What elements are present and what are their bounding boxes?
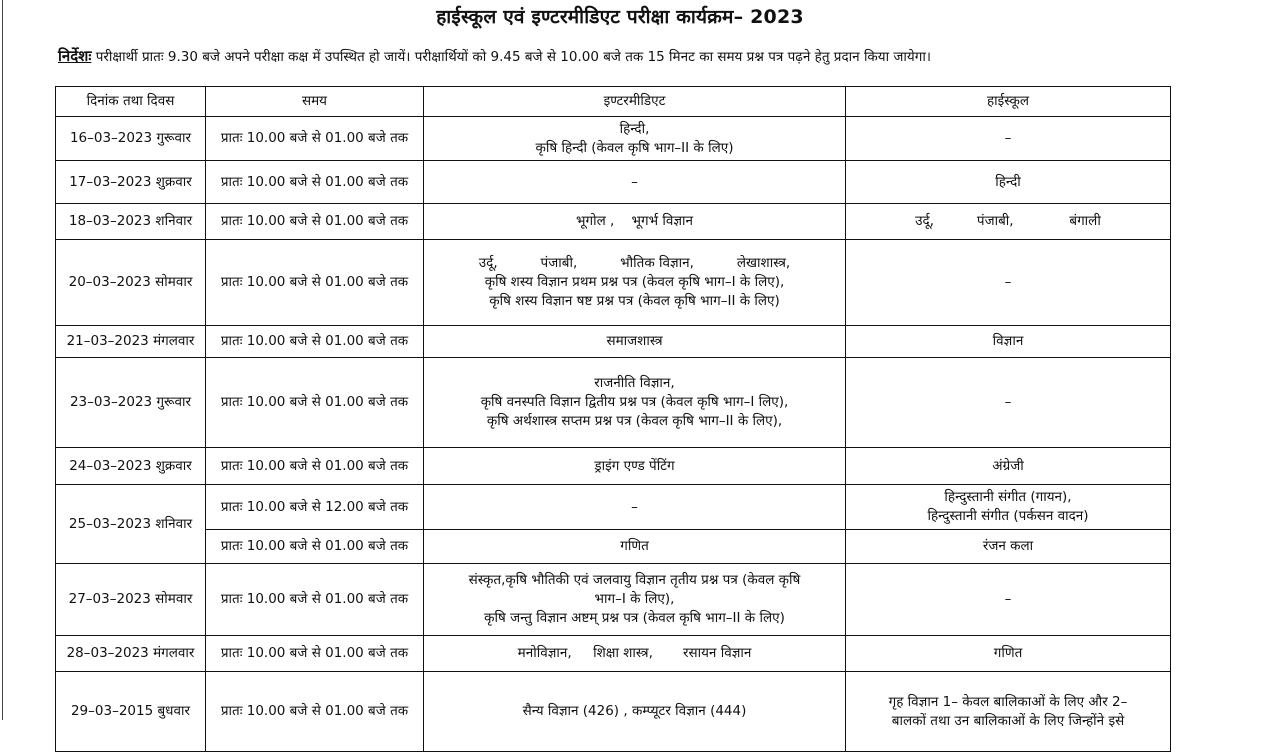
row-date: 28–03–2023 मंगलवार [56, 636, 206, 672]
row-time: प्रातः 10.00 बजे से 01.00 बजे तक [206, 672, 424, 752]
row-time: प्रातः 10.00 बजे से 01.00 बजे तक [206, 530, 424, 564]
instruction-lead: निर्देशः [58, 47, 92, 65]
row-intermediate: मनोविज्ञान, शिक्षा शास्त्र, रसायन विज्ञान [424, 636, 846, 672]
row-highschool: गणित [846, 636, 1171, 672]
row-highschool: विज्ञान [846, 326, 1171, 358]
row-date: 29–03–2015 बुधवार [56, 672, 206, 752]
row-highschool [846, 672, 1171, 752]
row-time: प्रातः 10.00 बजे से 01.00 बजे तक [206, 204, 424, 240]
row-highschool: अंग्रेजी [846, 448, 1171, 485]
row-highschool: – [846, 117, 1171, 161]
instruction-line [58, 46, 1258, 66]
subject-line: हिन्दुस्तानी संगीत (गायन), [944, 489, 1072, 506]
page-title: हाईस्कूल एवं इण्टरमीडिएट परीक्षा कार्यक्रम– 2023 [436, 6, 804, 28]
row-intermediate: समाजशास्त्र [424, 326, 846, 358]
table-row [56, 161, 1171, 204]
row-intermediate: ड्राइंग एण्ड पेंटिंग [424, 448, 846, 485]
table-row [56, 485, 1171, 530]
row-date: 25–03–2023 शनिवार [56, 485, 206, 564]
row-intermediate [424, 358, 846, 448]
row-highschool: उर्दू, पंजाबी, बंगाली [846, 204, 1171, 240]
exam-schedule-table [55, 86, 1171, 752]
subject-line: हिन्दी, [619, 120, 650, 137]
table-row [56, 672, 1171, 752]
table-row [56, 240, 1171, 326]
row-date: 24–03–2023 शुक्रवार [56, 448, 206, 485]
row-intermediate: भूगोल , भूगर्भ विज्ञान [424, 204, 846, 240]
subject-line: कृषि वनस्पति विज्ञान द्वितीय प्रश्न पत्र (केवल कृषि भाग–I लिए), [480, 394, 789, 411]
subject-line: कृषि अर्थशास्त्र सप्तम प्रश्न पत्र (केवल कृषि भाग–II के लिए), [486, 412, 783, 429]
row-date: 23–03–2023 गुरूवार [56, 358, 206, 448]
row-date: 18–03–2023 शनिवार [56, 204, 206, 240]
subject-line: राजनीति विज्ञान, [594, 375, 675, 392]
row-time: प्रातः 10.00 बजे से 01.00 बजे तक [206, 240, 424, 326]
table-row [56, 564, 1171, 636]
table-row [56, 326, 1171, 358]
table-row [56, 117, 1171, 161]
subject-line: कृषि शस्य विज्ञान षष्ट प्रश्न पत्र (केवल कृषि भाग–II के लिए) [489, 292, 780, 309]
page-left-border [2, 0, 3, 720]
row-time: प्रातः 10.00 बजे से 01.00 बजे तक [206, 161, 424, 204]
row-date: 17–03–2023 शुक्रवार [56, 161, 206, 204]
row-time: प्रातः 10.00 बजे से 01.00 बजे तक [206, 358, 424, 448]
row-date: 20–03–2023 सोमवार [56, 240, 206, 326]
subject-line: कृषि शस्य विज्ञान प्रथम प्रश्न पत्र (केवल कृषि भाग–I के लिए), [484, 274, 785, 291]
row-intermediate: गणित [424, 530, 846, 564]
instruction-text: परीक्षार्थी प्रातः 9.30 बजे अपने परीक्षा कक्ष में उपस्थित हो जायें। परीक्षार्थियों को 9.45 बजे से 10.00 बजे तक 15 मिनट का समय प्रश्न पत्र पढ़ने हेतु प्रदान किया जायेगा। [91, 49, 931, 65]
row-highschool: – [846, 564, 1171, 636]
row-intermediate [424, 240, 846, 326]
row-intermediate [424, 117, 846, 161]
row-date: 16–03–2023 गुरूवार [56, 117, 206, 161]
table-header-row [56, 87, 1171, 117]
row-intermediate: – [424, 485, 846, 530]
row-time: प्रातः 10.00 बजे से 01.00 बजे तक [206, 636, 424, 672]
header-highschool: हाईस्कूल [846, 87, 1171, 117]
row-highschool: रंजन कला [846, 530, 1171, 564]
subject-line: भाग–I के लिए), [594, 591, 675, 608]
header-time: समय [206, 87, 424, 117]
subject-line: बालकों तथा उन बालिकाओं के लिए जिन्होंने इसे [891, 712, 1125, 729]
row-time: प्रातः 10.00 बजे से 01.00 बजे तक [206, 448, 424, 485]
subject-line: कृषि जन्तु विज्ञान अष्टम् प्रश्न पत्र (केवल कृषि भाग–II के लिए) [484, 609, 785, 626]
table-row [56, 358, 1171, 448]
row-highschool: – [846, 358, 1171, 448]
table-subrow [56, 530, 1171, 564]
row-intermediate: – [424, 161, 846, 204]
row-highschool: हिन्दी [846, 161, 1171, 204]
row-intermediate: सैन्य विज्ञान (426) , कम्प्यूटर विज्ञान (444) [424, 672, 846, 752]
row-intermediate [424, 564, 846, 636]
subject-line: उर्दू, पंजाबी, भौतिक विज्ञान, लेखाशास्त्र, [478, 255, 791, 272]
row-highschool: – [846, 240, 1171, 326]
row-date: 21–03–2023 मंगलवार [56, 326, 206, 358]
table-row [56, 636, 1171, 672]
subject-line: कृषि हिन्दी (केवल कृषि भाग–II के लिए) [535, 139, 734, 156]
row-time: प्रातः 10.00 बजे से 01.00 बजे तक [206, 117, 424, 161]
table-row [56, 448, 1171, 485]
row-time: प्रातः 10.00 बजे से 12.00 बजे तक [206, 485, 424, 530]
header-date: दिनांक तथा दिवस [56, 87, 206, 117]
table-row [56, 204, 1171, 240]
row-date: 27–03–2023 सोमवार [56, 564, 206, 636]
subject-line: गृह विज्ञान 1– केवल बालिकाओं के लिए और 2– [888, 693, 1128, 710]
subject-line: हिन्दुस्तानी संगीत (पर्कसन वादन) [927, 508, 1089, 524]
row-time: प्रातः 10.00 बजे से 01.00 बजे तक [206, 564, 424, 636]
row-highschool [846, 485, 1171, 530]
header-intermediate: इण्टरमीडिएट [424, 87, 846, 117]
row-time: प्रातः 10.00 बजे से 01.00 बजे तक [206, 326, 424, 358]
subject-line: संस्कृत,कृषि भौतिकी एवं जलवायु विज्ञान तृतीय प्रश्न पत्र (केवल कृषि [468, 572, 801, 589]
